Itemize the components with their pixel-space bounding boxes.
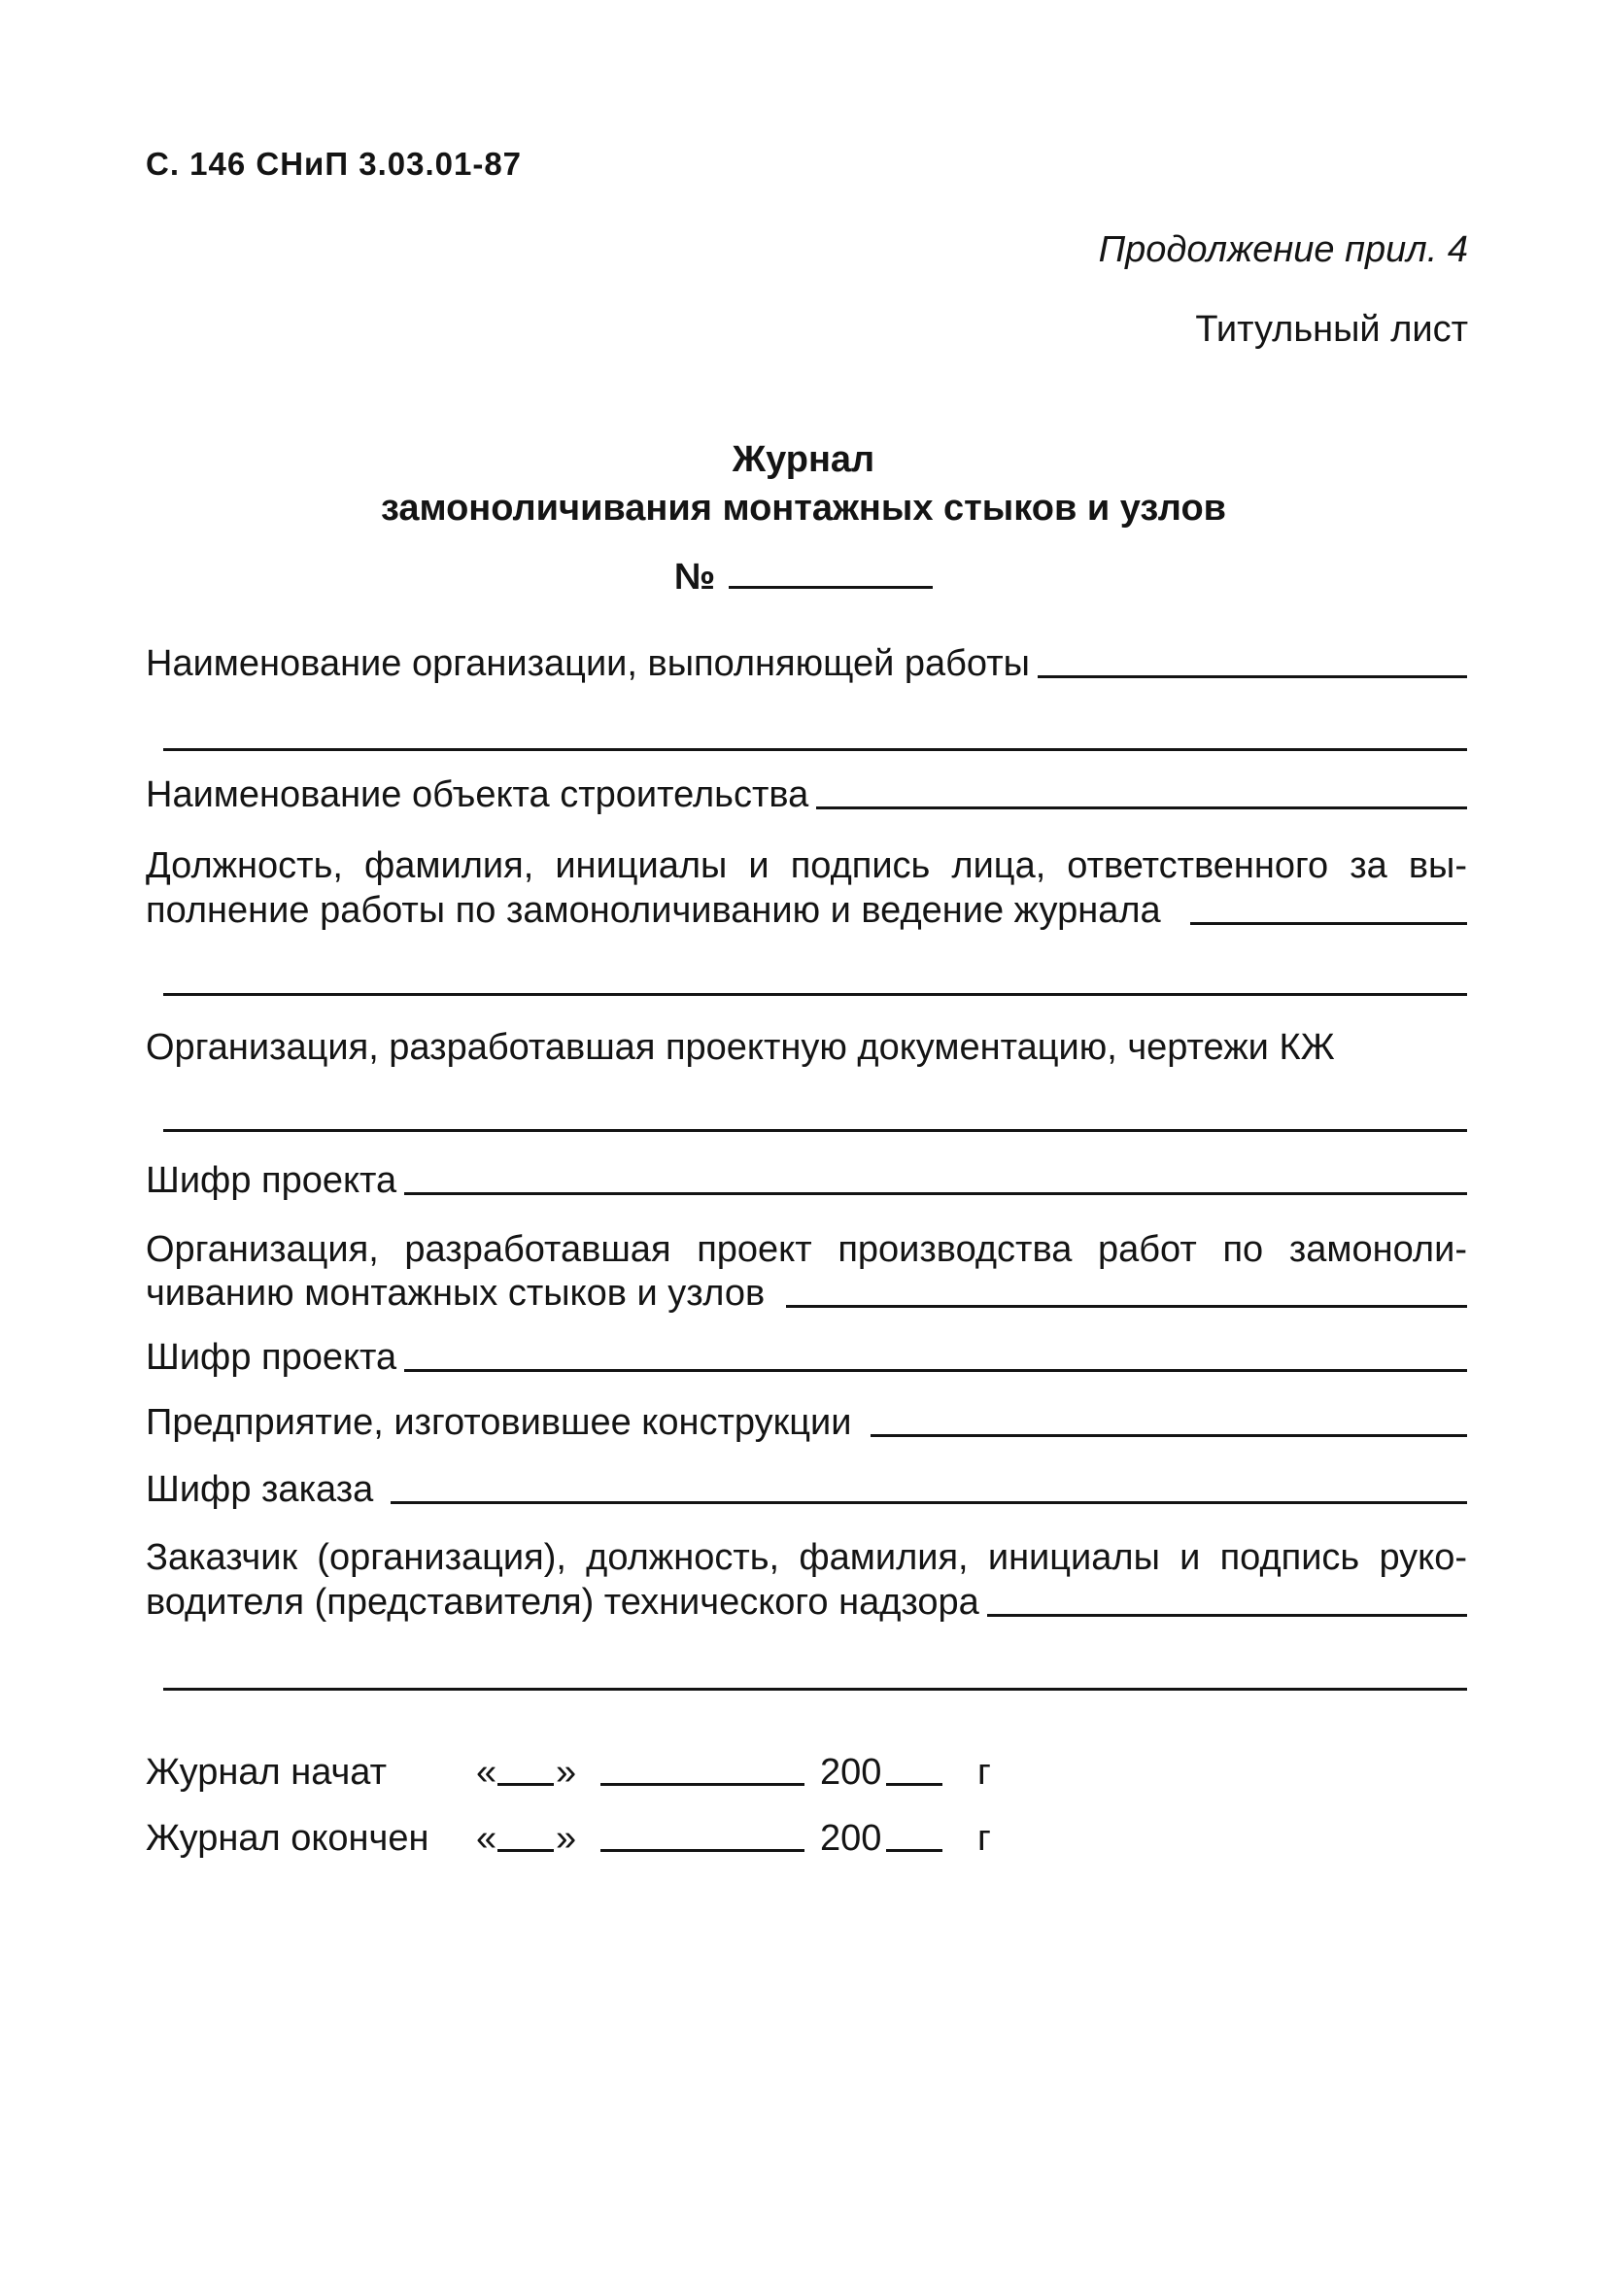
sheet-type-label: Титульный лист: [1195, 309, 1468, 350]
end-day-field[interactable]: [497, 1849, 554, 1852]
project-code-2-label: Шифр проекта: [146, 1337, 397, 1378]
order-code-label: Шифр заказа: [146, 1469, 374, 1510]
journal-subtitle: замоноличивания монтажных стыков и узлов: [380, 488, 1227, 529]
continuation-label: Продолжение прил. 4: [1098, 229, 1468, 270]
end-month-field[interactable]: [600, 1849, 804, 1852]
project-code-2-field[interactable]: [404, 1369, 1467, 1372]
journal-number: [0, 557, 1607, 599]
org-name-field[interactable]: [1038, 675, 1467, 678]
year-suffix: г: [977, 1752, 991, 1793]
year-prefix: 200: [820, 1818, 882, 1859]
quote-close: »: [556, 1752, 577, 1793]
project-code-1-label: Шифр проекта: [146, 1160, 397, 1201]
start-year-field[interactable]: [886, 1783, 942, 1786]
customer-label: водителя (представителя) технического надзора: [146, 1582, 979, 1623]
order-code-row: [146, 1467, 1467, 1512]
customer-line-1: Заказчик (организация), должность, фамилия, инициалы и подпись руко-: [146, 1537, 1467, 1578]
quote-close: »: [556, 1818, 577, 1859]
journal-number-field[interactable]: [729, 557, 933, 589]
order-code-field[interactable]: [391, 1501, 1467, 1504]
responsible-field[interactable]: [1190, 922, 1467, 925]
customer-field[interactable]: [987, 1614, 1467, 1617]
year-prefix: 200: [820, 1752, 882, 1793]
journal-ended-label: Журнал окончен: [146, 1818, 429, 1859]
project-code-1-row: [146, 1158, 1467, 1203]
ppr-org-row: [146, 1271, 1467, 1316]
project-code-2-row: [146, 1335, 1467, 1380]
end-year-field[interactable]: [886, 1849, 942, 1852]
object-name-label: Наименование объекта строительства: [146, 774, 809, 815]
quote-open: «: [476, 1818, 497, 1859]
manufacturer-label: Предприятие, изготовившее конструкции: [146, 1402, 852, 1443]
object-name-row: [146, 772, 1467, 817]
responsible-line-1: Должность, фамилия, инициалы и подпись лица, ответственного за вы-: [146, 845, 1467, 886]
org-name-row: [146, 641, 1467, 686]
start-day-field[interactable]: [497, 1783, 554, 1786]
object-name-field[interactable]: [816, 806, 1467, 809]
org-name-continuation-line[interactable]: [163, 748, 1467, 751]
responsible-row: [146, 888, 1467, 933]
journal-started-label: Журнал начат: [146, 1752, 388, 1793]
manufacturer-field[interactable]: [871, 1434, 1467, 1437]
journal-ended-row: [146, 1815, 1020, 1860]
number-label: №: [673, 557, 716, 598]
customer-continuation-line[interactable]: [163, 1688, 1467, 1691]
ppr-org-field[interactable]: [786, 1305, 1467, 1308]
ppr-org-label: чиванию монтажных стыков и узлов: [146, 1273, 766, 1314]
responsible-continuation-line[interactable]: [163, 993, 1467, 996]
journal-started-row: [146, 1749, 1020, 1794]
design-org-field[interactable]: [163, 1129, 1467, 1132]
journal-title: Журнал: [732, 439, 875, 480]
project-code-1-field[interactable]: [404, 1192, 1467, 1195]
year-suffix: г: [977, 1818, 991, 1859]
org-name-label: Наименование организации, выполняющей работы: [146, 643, 1030, 684]
responsible-label: полнение работы по замоноличиванию и ведение журнала: [146, 890, 1161, 931]
page-reference: С. 146 СНиП 3.03.01-87: [146, 146, 523, 182]
customer-row: [146, 1580, 1467, 1625]
quote-open: «: [476, 1752, 497, 1793]
ppr-org-line-1: Организация, разработавшая проект производства работ по замоноли-: [146, 1229, 1467, 1270]
design-org-label: Организация, разработавшая проектную документацию, чертежи КЖ: [146, 1027, 1335, 1068]
start-month-field[interactable]: [600, 1783, 804, 1786]
manufacturer-row: [146, 1400, 1467, 1445]
